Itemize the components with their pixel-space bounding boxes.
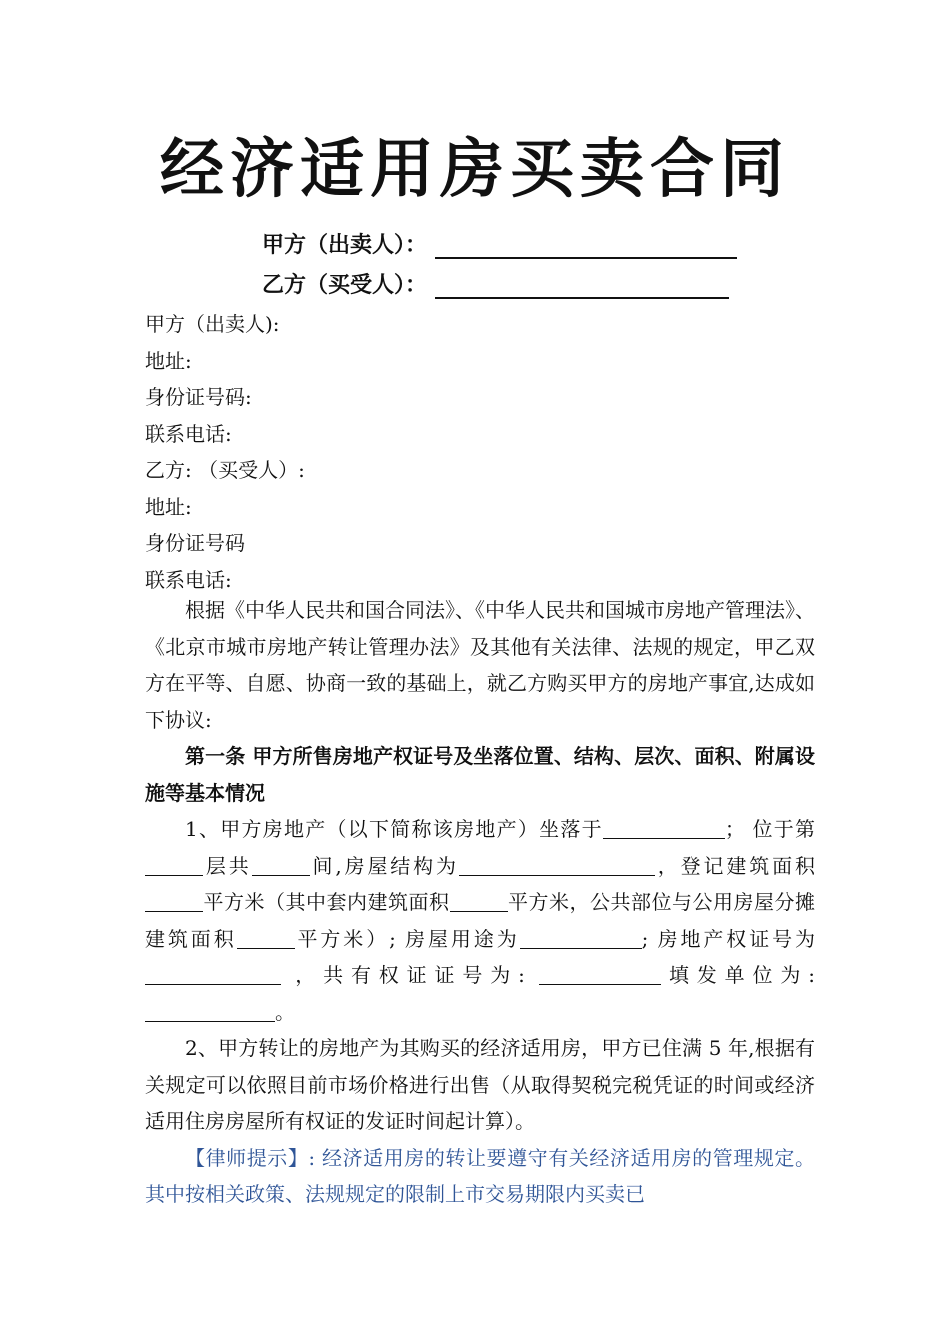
preamble-paragraph: 根据《中华人民共和国合同法》、《中华人民共和国城市房地产管理法》、《北京市城市房地产转让管理办法》及其他有关法律、法规的规定，甲乙双方在平等、自愿、协商一致的基础上，就乙方购买甲方的房地产事宜,达成如下协议:	[145, 598, 815, 732]
party-a-line	[262, 228, 737, 259]
fill-blank	[145, 962, 281, 985]
lawyer-tip	[145, 1140, 815, 1213]
info-line: 地址:	[145, 494, 192, 519]
info-line: 乙方: （买受人）:	[145, 458, 305, 482]
article-1-clause-2: 2、甲方转让的房地产为其购买的经济适用房，甲方已住满 5 年,根据有关规定可以依照目前市场价格进行出售（从取得契税完税凭证的时间或经济适用住房房屋所有权证的发证时间起计算）。	[145, 1036, 815, 1133]
clause-text: 平方米（其中套内建筑面积	[203, 890, 450, 914]
fill-blank	[459, 853, 655, 876]
document-title: 经济适用房买卖合同	[160, 132, 790, 207]
party-b-blank	[435, 273, 729, 299]
info-line: 身份证号码	[145, 531, 245, 555]
lawyer-tip-label: 【律师提示】	[185, 1145, 309, 1170]
clause-text: ，登记建筑面积	[654, 853, 816, 878]
info-line: 联系电话:	[145, 567, 232, 592]
fill-blank	[145, 853, 203, 876]
clause-text: 间,房屋结构为	[309, 853, 459, 878]
fill-blank	[520, 926, 642, 949]
info-line: 地址:	[145, 348, 192, 373]
article-1-clause-1	[145, 811, 815, 1030]
clause-text: ; 房地产权证号为	[641, 926, 815, 951]
info-line: 身份证号码:	[145, 385, 252, 409]
article-1-heading: 第一条 甲方所售房地产权证号及坐落位置、结构、层次、面积、附属设施等基本情况	[145, 744, 815, 805]
fill-blank	[145, 889, 203, 912]
party-a-label: 甲方（出卖人）：	[262, 232, 428, 258]
fill-blank	[603, 816, 725, 839]
fill-blank	[237, 926, 295, 949]
fill-blank	[539, 962, 661, 985]
fill-blank	[450, 889, 508, 912]
info-line: 甲方（出卖人):	[145, 312, 280, 336]
lawyer-tip-text: : 经济适用房的转让要遵守有关经济适用房的管理规定。其中按相关政策、法规规定的限制上市交易期限内买卖已	[145, 1145, 815, 1206]
clause-text: 平方米，公共部位与公用房屋分摊建筑面积	[145, 890, 815, 951]
clause-text: ； 位于第	[724, 817, 816, 841]
party-b-line	[262, 268, 729, 299]
contract-body	[145, 592, 815, 1213]
clause-text: 平方米）; 房屋用途为	[294, 926, 520, 951]
clause-text: 1、甲方房地产（以下简称该房地产）坐落于	[185, 817, 603, 841]
info-line: 联系电话:	[145, 421, 232, 446]
fill-blank	[252, 853, 310, 876]
fill-blank	[145, 999, 275, 1022]
clause-text: 填发单位为:	[661, 963, 815, 987]
party-info-block	[145, 306, 305, 598]
party-a-blank	[435, 233, 737, 259]
clause-text: ，共有权证证号为:	[281, 963, 540, 987]
clause-text: 。	[275, 999, 295, 1024]
party-b-label: 乙方（买受人）：	[262, 272, 428, 298]
clause-text: 层共	[203, 853, 252, 878]
